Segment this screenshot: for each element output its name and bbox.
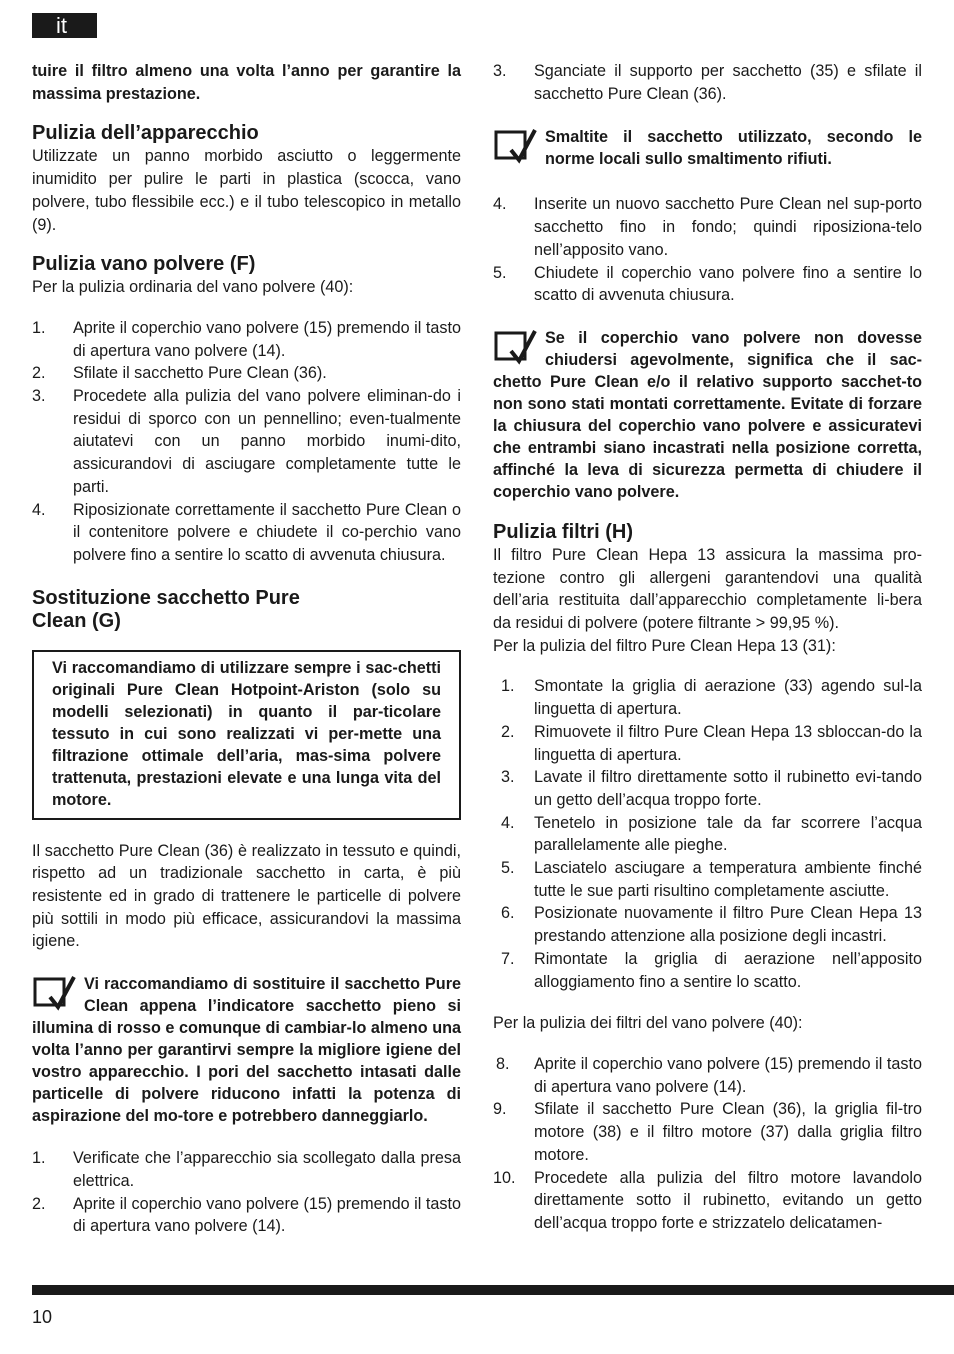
pulizia-filtri-hepa-intro: Per la pulizia del filtro Pure Clean Hepa 13 (31): [493, 636, 836, 655]
list-item: 1. Aprite il coperchio vano polvere (15) premendo il tasto di apertura vano polvere (14). [32, 318, 461, 360]
list-item: 2. Sfilate il sacchetto Pure Clean (36). [32, 364, 327, 383]
heading-sostituzione: Sostituzione sacchetto Pure Clean (G) [32, 586, 300, 632]
steps-4-5 [493, 193, 922, 307]
list-item: 8. Aprite il coperchio vano polvere (15) premendo il tasto di apertura vano polvere (14). [496, 1054, 922, 1096]
list-item: 4. Inserite un nuovo sacchetto Pure Clean nel sup-porto sacchetto fino in fondo; quindi riposiziona-telo nell’apposito vano. [493, 195, 922, 259]
heading-pulizia-vano: Pulizia vano polvere (F) [32, 253, 256, 276]
list-item: 3. Sganciate il supporto per sacchetto (35) e sfilate il sacchetto Pure Clean (36). [493, 62, 922, 103]
list-item: 3. Procedete alla pulizia del vano polvere eliminan-do i residui di sporco con un pennellino; even-tualmente aiutatevi con un panno morbido inumi-dito, assicurandovi di asciugare completamente tutte le parti. [32, 387, 461, 496]
footer-rule [32, 1285, 954, 1295]
list-item: 4. Riposizionate correttamente il sacchetto Pure Clean o il contenitore polvere e chiudete il co-perchio vano polvere fino a sentire lo scatto di avvenuta chiusura. [32, 500, 461, 564]
left-column [32, 60, 461, 1238]
note-block-disposal: Smaltite il sacchetto utilizzato, secondo le norme locali sullo smaltimento rifiuti. [493, 126, 922, 170]
pulizia-filtri-steps [493, 675, 922, 993]
pulizia-vano-steps [32, 317, 461, 567]
page-number: 10 [32, 1307, 53, 1327]
pulizia-apparecchio-text: Utilizzate un panno morbido asciutto o leggermente inumidito per pulire le parti in plastica (scocca, vano polvere, tubo flessibile ecc.) e il tubo telescopico in metallo (9). [32, 147, 461, 234]
pulizia-filtri-text: Il filtro Pure Clean Hepa 13 assicura la massima pro-tezione contro gli allergeni garantendovi una qualità dell’aria restituita dall’apparecchio completamente li-bera da residui di polvere (potere filtrante > 99,95 %). [493, 545, 922, 633]
list-item: 4. Tenetelo in posizione tale da far scorrere l’acqua parallelamente alle pieghe. [501, 813, 922, 855]
note-block-warning: Se il coperchio vano polvere non dovesse chiudersi agevolmente, significa che il sac-chetto Pure Clean e/o il relativo supporto sacchet-to non sono stati montati correttamente. Evitate di forzare la chiusura del coperchio vano polvere e assicuratevi che entrambi siano incastrati nella posizione corretta, affinché la leva di sicurezza permetta di chiudere il coperchio vano polvere. [493, 328, 922, 501]
list-item: 7. Rimontate la griglia di aerazione nell’apposito alloggiamento fino a sentire lo scatto. [501, 949, 922, 991]
right-column [493, 60, 922, 1235]
intro-text: tuire il filtro almeno una volta l’anno per garantire la massima prestazione. [32, 62, 461, 103]
pulizia-filtri-vano-steps [493, 1053, 922, 1235]
list-item: 5. Lasciatelo asciugare a temperatura ambiente finché tutte le sue parti risultino completamente asciutte. [501, 859, 922, 900]
pulizia-filtri-vano-intro: Per la pulizia dei filtri del vano polvere (40): [493, 1014, 803, 1033]
list-item: 9. Sfilate il sacchetto Pure Clean (36), la griglia fil-tro motore (38) e il filtro motore (37) dalla griglia filtro motore. [493, 1100, 922, 1164]
checkmark-note-icon [32, 975, 76, 1011]
list-item: 1. Smontate la griglia di aerazione (33) agendo sul-la linguetta di apertura. [501, 677, 922, 719]
list-item: 3. Lavate il filtro direttamente sotto il rubinetto evi-tando un getto dell’acqua troppo forte. [501, 768, 922, 809]
note-block: Vi raccomandiamo di sostituire il sacchetto Pure Clean appena l’indicatore sacchetto pieno si illumina di rosso e comunque di cambiar-lo almeno una volta l’anno per garantirvi sempre la migliore igiene del vostro apparecchio. I pori del sacchetto intasati dalle particelle di polvere riducono infatti la potenza di aspirazione del mo-tore e potrebbero danneggiarlo. [32, 975, 461, 1126]
list-item: 2. Rimuovete il filtro Pure Clean Hepa 13 sbloccan-do la linguetta di apertura. [501, 722, 922, 764]
list-item: 2. Aprite il coperchio vano polvere (15) premendo il tasto di apertura vano polvere (14). [32, 1194, 461, 1236]
recommendation-box: Vi raccomandiamo di utilizzare sempre i sac-chetti originali Pure Clean Hotpoint-Ariston (solo su modelli selezionati) in quanto il par-ticolare tessuto in cui sono realizzati vi per-mette una filtrazione ottimale dell’aria, mas-sima polvere trattenuta, prestazioni elevate e una lunga vita del motore. [32, 650, 461, 820]
list-item: 1. Verificate che l’apparecchio sia scollegato dalla presa elettrica. [32, 1149, 461, 1190]
sostituzione-text: Il sacchetto Pure Clean (36) è realizzato in tessuto e quindi, rispetto ad un tradizionale sacchetto in carta, è più resistente ed in grado di trattenere le particelle di polvere più sottili in modo più efficace, assicurandovi la massima igiene. [32, 841, 461, 951]
list-item: 5. Chiudete il coperchio vano polvere fino a sentire lo scatto di avvenuta chiusura. [493, 263, 922, 305]
pulizia-vano-text: Per la pulizia ordinaria del vano polvere (40): [32, 278, 354, 297]
heading-pulizia-filtri: Pulizia filtri (H) [493, 520, 633, 543]
language-tab: it [32, 13, 97, 38]
list-item: 6. Posizionate nuovamente il filtro Pure Clean Hepa 13 prestando attenzione alla posizione degli incastri. [501, 904, 922, 946]
sostituzione-steps [32, 1147, 461, 1238]
step-3-list [493, 60, 922, 105]
checkmark-note-icon [493, 329, 537, 365]
checkmark-note-icon [493, 128, 537, 164]
list-item: 10. Procedete alla pulizia del filtro motore lavandolo direttamente sotto il rubinetto, evitando un getto dell’acqua troppo forte e strizzatelo delicatamen- [493, 1168, 922, 1232]
heading-pulizia-apparecchio: Pulizia dell’apparecchio [32, 122, 259, 145]
